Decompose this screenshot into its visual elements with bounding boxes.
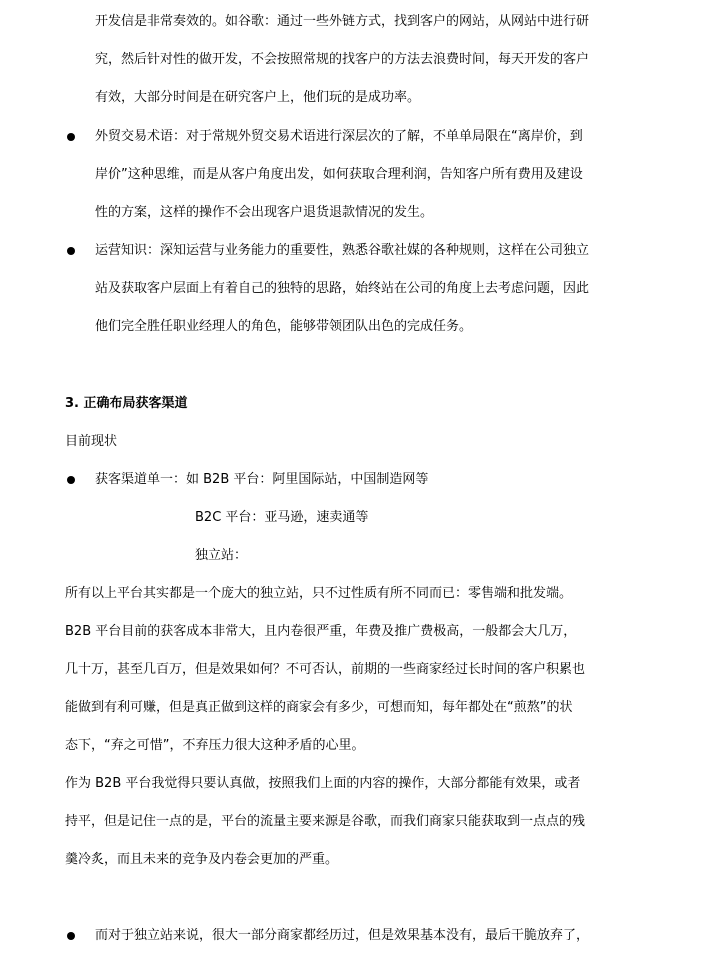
paragraph-line: 究，然后针对性的做开发，不会按照常规的找客户的方法去浪费时间，每天开发的客户 — [95, 52, 590, 67]
paragraph-line: 态下，“弃之可惜”，不弃压力很大这种矛盾的心里。 — [65, 738, 365, 753]
section-heading: 3. 正确布局获客渠道 — [65, 396, 188, 411]
paragraph-line: 有效，大部分时间是在研究客户上，他们玩的是成功率。 — [95, 90, 421, 105]
bullet-icon — [67, 133, 75, 141]
summary-line: 所有以上平台其实都是一个庞大的独立站，只不过性质有所不同而已：零售端和批发端。 — [65, 586, 573, 601]
paragraph-line: B2B 平台目前的获客成本非常大，且内卷很严重，年费及推广费极高，一般都会大几万， — [65, 624, 577, 639]
bullet-text-line: 站及获取客户层面上有着自己的独特的思路，始终站在公司的角度上去考虑问题，因此 — [95, 281, 590, 296]
bullet-text-line: 性的方案，这样的操作不会出现客户退货退款情况的发生。 — [95, 205, 434, 220]
bullet-text-line: 运营知识：深知运营与业务能力的重要性，熟悉谷歌社媒的各种规则，这样在公司独立 — [95, 243, 590, 258]
bullet-icon — [67, 476, 75, 484]
paragraph-line: 能做到有利可赚，但是真正做到这样的商家会有多少，可想而知，每年都处在“煎熬”的状 — [65, 700, 573, 715]
bullet-icon — [67, 932, 75, 940]
bullet-text-line: 岸价”这种思维，而是从客户角度出发，如何获取合理利润，告知客户所有费用及建设 — [95, 167, 583, 182]
channel-line-b2c: B2C 平台：亚马逊，速卖通等 — [195, 510, 369, 525]
paragraph-line: 作为 B2B 平台我觉得只要认真做，按照我们上面的内容的操作，大部分都能有效果，或者 — [65, 776, 581, 791]
paragraph-line: 持平，但是记住一点的是，平台的流量主要来源是谷歌，而我们商家只能获取到一点点的残 — [65, 814, 586, 829]
status-label: 目前现状 — [65, 434, 118, 449]
paragraph-line: 几十万，甚至几百万，但是效果如何？不可否认，前期的一些商家经过长时间的客户积累也 — [65, 662, 586, 677]
channel-line-b2b: 获客渠道单一：如 B2B 平台：阿里国际站，中国制造网等 — [95, 472, 429, 487]
channel-line-independent: 独立站： — [195, 548, 248, 563]
bullet-icon — [67, 247, 75, 255]
bullet-text-line: 他们完全胜任职业经理人的角色，能够带领团队出色的完成任务。 — [95, 319, 473, 334]
paragraph-line: 羹冷炙，而且未来的竞争及内卷会更加的严重。 — [65, 852, 339, 867]
paragraph-line: 开发信是非常奏效的。如谷歌：通过一些外链方式，找到客户的网站，从网站中进行研 — [95, 14, 590, 29]
bullet-text-line: 而对于独立站来说，很大一部分商家都经历过，但是效果基本没有，最后干脆放弃了， — [95, 928, 590, 943]
bullet-text-line: 外贸交易术语：对于常规外贸交易术语进行深层次的了解，不单单局限在“离岸价，到 — [95, 129, 583, 144]
